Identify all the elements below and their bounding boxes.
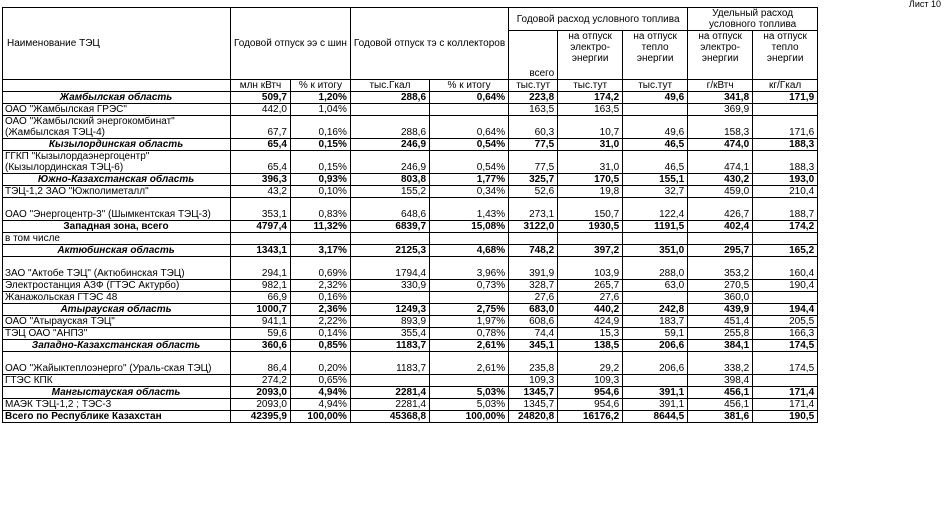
row-value: 430,2 bbox=[688, 174, 753, 186]
row-name: в том числе bbox=[3, 233, 231, 245]
row-value: 59,1 bbox=[623, 328, 688, 340]
row-value: 2093,0 bbox=[231, 399, 291, 411]
table-row bbox=[3, 340, 818, 352]
row-value: 31,0 bbox=[558, 139, 623, 151]
row-value: 2,22% bbox=[290, 316, 350, 328]
row-value bbox=[688, 233, 753, 245]
row-value: 456,1 bbox=[688, 399, 753, 411]
row-value: 1794,4 bbox=[350, 257, 429, 280]
row-value: 265,7 bbox=[558, 280, 623, 292]
row-value: 1249,3 bbox=[350, 304, 429, 316]
row-value: 360,6 bbox=[231, 340, 291, 352]
row-name: ГГКП "Кызылордаэнергоцентр" (Кызылординская ТЭЦ-6) bbox=[3, 151, 231, 174]
row-value: 31,0 bbox=[558, 151, 623, 174]
row-value: 982,1 bbox=[231, 280, 291, 292]
header-specific-heat: на отпуск тепло энергии bbox=[753, 31, 818, 80]
row-value: 0,15% bbox=[290, 139, 350, 151]
row-value: 353,2 bbox=[688, 257, 753, 280]
row-value: 0,64% bbox=[430, 116, 509, 139]
row-value bbox=[623, 292, 688, 304]
header-specific-electric: на отпуск электро-энергии bbox=[688, 31, 753, 80]
table-row bbox=[3, 304, 818, 316]
row-value bbox=[231, 233, 291, 245]
table-row bbox=[3, 139, 818, 151]
row-value: 0,14% bbox=[290, 328, 350, 340]
row-value: 288,6 bbox=[350, 92, 429, 104]
row-name: Электростанция АЗФ (ГТЭС Актурбо) bbox=[3, 280, 231, 292]
row-value: 398,4 bbox=[688, 375, 753, 387]
table-row bbox=[3, 221, 818, 233]
row-value bbox=[430, 104, 509, 116]
header-te-group: Годовой отпуск тэ с коллекторов bbox=[350, 8, 508, 80]
unit-specific-electric: г/кВтч bbox=[688, 80, 753, 92]
row-value: 2093,0 bbox=[231, 387, 291, 399]
row-name: Западная зона, всего bbox=[3, 221, 231, 233]
row-value: 0,69% bbox=[290, 257, 350, 280]
row-value: 0,15% bbox=[290, 151, 350, 174]
row-value bbox=[558, 233, 623, 245]
table-row bbox=[3, 198, 818, 221]
row-value: 1,04% bbox=[290, 104, 350, 116]
row-value: 2281,4 bbox=[350, 399, 429, 411]
row-value: 442,0 bbox=[231, 104, 291, 116]
row-value: 67,7 bbox=[231, 116, 291, 139]
row-value bbox=[290, 233, 350, 245]
table-row bbox=[3, 292, 818, 304]
header-fuel-total: всего bbox=[509, 31, 558, 80]
row-value: 3122,0 bbox=[509, 221, 558, 233]
row-value: 459,0 bbox=[688, 186, 753, 198]
row-value: 0,54% bbox=[430, 151, 509, 174]
row-name: Мангыстауская область bbox=[3, 387, 231, 399]
row-value: 2,32% bbox=[290, 280, 350, 292]
row-value: 29,2 bbox=[558, 352, 623, 375]
row-value: 0,16% bbox=[290, 116, 350, 139]
row-value bbox=[623, 104, 688, 116]
row-value: 353,1 bbox=[231, 198, 291, 221]
row-value bbox=[753, 375, 818, 387]
unit-fuel-heat: тыс.тут bbox=[623, 80, 688, 92]
row-value: 188,3 bbox=[753, 139, 818, 151]
row-value: 206,6 bbox=[623, 340, 688, 352]
row-value: 183,7 bbox=[623, 316, 688, 328]
row-value: 439,9 bbox=[688, 304, 753, 316]
row-value: 325,7 bbox=[509, 174, 558, 186]
row-value: 77,5 bbox=[509, 151, 558, 174]
row-value: 288,0 bbox=[623, 257, 688, 280]
row-name: Актюбинская область bbox=[3, 245, 231, 257]
row-value: 24820,8 bbox=[509, 411, 558, 423]
row-value: 954,6 bbox=[558, 399, 623, 411]
row-value: 2125,3 bbox=[350, 245, 429, 257]
row-value bbox=[430, 375, 509, 387]
row-name: МАЭК ТЭЦ-1,2 ; ТЭС-3 bbox=[3, 399, 231, 411]
row-value: 1930,5 bbox=[558, 221, 623, 233]
row-name: ЗАО "Актобе ТЭЦ" (Актюбинская ТЭЦ) bbox=[3, 257, 231, 280]
row-value: 0,34% bbox=[430, 186, 509, 198]
row-value: 3,17% bbox=[290, 245, 350, 257]
unit-ee-mln-kwh: млн кВтч bbox=[231, 80, 291, 92]
header-specific-group: Удельный расход условного топлива bbox=[688, 8, 818, 31]
table-row bbox=[3, 151, 818, 174]
table-row bbox=[3, 92, 818, 104]
row-value: 210,4 bbox=[753, 186, 818, 198]
row-name: ОАО "Атырауская ТЭЦ" bbox=[3, 316, 231, 328]
row-value: 683,0 bbox=[509, 304, 558, 316]
row-value: 384,1 bbox=[688, 340, 753, 352]
row-name: Жанажольская ГТЭС 48 bbox=[3, 292, 231, 304]
row-value: 206,6 bbox=[623, 352, 688, 375]
row-value: 190,4 bbox=[753, 280, 818, 292]
row-value: 0,10% bbox=[290, 186, 350, 198]
row-value: 1183,7 bbox=[350, 340, 429, 352]
header-fuel-electric: на отпуск электро-энергии bbox=[558, 31, 623, 80]
row-value: 274,2 bbox=[231, 375, 291, 387]
row-value: 3,96% bbox=[430, 257, 509, 280]
row-value: 893,9 bbox=[350, 316, 429, 328]
row-name: Атырауская область bbox=[3, 304, 231, 316]
row-value: 273,1 bbox=[509, 198, 558, 221]
table-row bbox=[3, 375, 818, 387]
row-value: 86,4 bbox=[231, 352, 291, 375]
row-value: 0,73% bbox=[430, 280, 509, 292]
row-value: 330,9 bbox=[350, 280, 429, 292]
row-value bbox=[350, 292, 429, 304]
row-value: 188,7 bbox=[753, 198, 818, 221]
row-value: 381,6 bbox=[688, 411, 753, 423]
table-row bbox=[3, 116, 818, 139]
row-value: 6839,7 bbox=[350, 221, 429, 233]
row-value: 1191,5 bbox=[623, 221, 688, 233]
table-body bbox=[3, 92, 818, 423]
row-value: 27,6 bbox=[558, 292, 623, 304]
row-value: 246,9 bbox=[350, 139, 429, 151]
row-value: 397,2 bbox=[558, 245, 623, 257]
row-value: 11,32% bbox=[290, 221, 350, 233]
row-value: 351,0 bbox=[623, 245, 688, 257]
row-value: 424,9 bbox=[558, 316, 623, 328]
row-value: 402,4 bbox=[688, 221, 753, 233]
row-value: 42395,9 bbox=[231, 411, 291, 423]
row-value: 171,9 bbox=[753, 92, 818, 104]
plants-fuel-table bbox=[2, 7, 818, 423]
row-value: 46,5 bbox=[623, 151, 688, 174]
row-value: 1,43% bbox=[430, 198, 509, 221]
table-row bbox=[3, 328, 818, 340]
row-value: 77,5 bbox=[509, 139, 558, 151]
row-value: 32,7 bbox=[623, 186, 688, 198]
row-value: 74,4 bbox=[509, 328, 558, 340]
row-value: 0,16% bbox=[290, 292, 350, 304]
row-value: 171,6 bbox=[753, 116, 818, 139]
row-value: 4,94% bbox=[290, 399, 350, 411]
row-value: 4,68% bbox=[430, 245, 509, 257]
row-value: 440,2 bbox=[558, 304, 623, 316]
row-value: 391,1 bbox=[623, 399, 688, 411]
row-value: 295,7 bbox=[688, 245, 753, 257]
row-value: 138,5 bbox=[558, 340, 623, 352]
row-value: 170,5 bbox=[558, 174, 623, 186]
row-value bbox=[350, 375, 429, 387]
row-value: 150,7 bbox=[558, 198, 623, 221]
row-value: 49,6 bbox=[623, 116, 688, 139]
row-value: 0,65% bbox=[290, 375, 350, 387]
row-value: 456,1 bbox=[688, 387, 753, 399]
unit-fuel-total: тыс.тут bbox=[509, 80, 558, 92]
row-value: 608,6 bbox=[509, 316, 558, 328]
row-value bbox=[430, 233, 509, 245]
row-value: 65,4 bbox=[231, 139, 291, 151]
row-value: 294,1 bbox=[231, 257, 291, 280]
row-value: 0,83% bbox=[290, 198, 350, 221]
row-value: 5,03% bbox=[430, 399, 509, 411]
row-value: 1000,7 bbox=[231, 304, 291, 316]
row-value: 1,20% bbox=[290, 92, 350, 104]
row-value bbox=[430, 292, 509, 304]
row-value bbox=[623, 375, 688, 387]
header-fuel-heat: на отпуск тепло энергии bbox=[623, 31, 688, 80]
row-value bbox=[753, 233, 818, 245]
row-value: 100,00% bbox=[290, 411, 350, 423]
row-value: 1,77% bbox=[430, 174, 509, 186]
header-plant-name: Наименование ТЭЦ bbox=[3, 8, 231, 80]
row-value: 246,9 bbox=[350, 151, 429, 174]
row-value: 328,7 bbox=[509, 280, 558, 292]
row-value: 193,0 bbox=[753, 174, 818, 186]
row-value: 188,3 bbox=[753, 151, 818, 174]
row-value: 43,2 bbox=[231, 186, 291, 198]
row-value: 171,4 bbox=[753, 399, 818, 411]
row-value: 270,5 bbox=[688, 280, 753, 292]
row-value: 155,1 bbox=[623, 174, 688, 186]
row-value: 0,93% bbox=[290, 174, 350, 186]
row-value: 205,5 bbox=[753, 316, 818, 328]
row-value: 360,0 bbox=[688, 292, 753, 304]
row-value: 174,5 bbox=[753, 340, 818, 352]
row-name: ТЭЦ ОАО "АНПЗ" bbox=[3, 328, 231, 340]
row-value: 174,2 bbox=[558, 92, 623, 104]
table-row bbox=[3, 104, 818, 116]
row-value: 163,5 bbox=[558, 104, 623, 116]
row-name: Всего по Республике Казахстан bbox=[3, 411, 231, 423]
row-value: 52,6 bbox=[509, 186, 558, 198]
row-value: 223,8 bbox=[509, 92, 558, 104]
row-value: 174,5 bbox=[753, 352, 818, 375]
row-value: 288,6 bbox=[350, 116, 429, 139]
row-value: 396,3 bbox=[231, 174, 291, 186]
row-value: 391,9 bbox=[509, 257, 558, 280]
row-value: 1343,1 bbox=[231, 245, 291, 257]
row-value: 255,8 bbox=[688, 328, 753, 340]
row-value: 2281,4 bbox=[350, 387, 429, 399]
row-value: 509,7 bbox=[231, 92, 291, 104]
row-value bbox=[753, 292, 818, 304]
row-value bbox=[350, 104, 429, 116]
row-name: ОАО "Жамбылская ГРЭС" bbox=[3, 104, 231, 116]
table-row bbox=[3, 257, 818, 280]
table-row bbox=[3, 186, 818, 198]
row-name: ОАО "Жайыктеплоэнерго" (Ураль-ская ТЭЦ) bbox=[3, 352, 231, 375]
header-ee-group: Годовой отпуск ээ с шин bbox=[231, 8, 351, 80]
row-value: 941,1 bbox=[231, 316, 291, 328]
row-value: 0,54% bbox=[430, 139, 509, 151]
table-row bbox=[3, 399, 818, 411]
row-value: 451,4 bbox=[688, 316, 753, 328]
row-value: 49,6 bbox=[623, 92, 688, 104]
row-value: 369,9 bbox=[688, 104, 753, 116]
row-value: 4797,4 bbox=[231, 221, 291, 233]
row-value: 2,61% bbox=[430, 352, 509, 375]
row-value: 103,9 bbox=[558, 257, 623, 280]
row-value: 2,75% bbox=[430, 304, 509, 316]
row-value: 65,4 bbox=[231, 151, 291, 174]
row-value: 100,00% bbox=[430, 411, 509, 423]
row-value: 1,97% bbox=[430, 316, 509, 328]
row-value: 338,2 bbox=[688, 352, 753, 375]
unit-te-gcal: тыс.Гкал bbox=[350, 80, 429, 92]
table-row bbox=[3, 233, 818, 245]
units-spacer bbox=[3, 80, 231, 92]
row-value: 0,64% bbox=[430, 92, 509, 104]
row-value: 648,6 bbox=[350, 198, 429, 221]
row-value: 194,4 bbox=[753, 304, 818, 316]
row-value: 171,4 bbox=[753, 387, 818, 399]
row-value: 4,94% bbox=[290, 387, 350, 399]
row-value: 391,1 bbox=[623, 387, 688, 399]
row-value bbox=[350, 233, 429, 245]
row-value: 1345,7 bbox=[509, 387, 558, 399]
unit-ee-pct: % к итогу bbox=[290, 80, 350, 92]
table-row bbox=[3, 245, 818, 257]
row-name: Кызылординская область bbox=[3, 139, 231, 151]
table-row bbox=[3, 174, 818, 186]
row-value: 426,7 bbox=[688, 198, 753, 221]
row-value: 474,0 bbox=[688, 139, 753, 151]
table-row bbox=[3, 280, 818, 292]
row-value: 10,7 bbox=[558, 116, 623, 139]
row-value: 63,0 bbox=[623, 280, 688, 292]
unit-te-pct: % к итогу bbox=[430, 80, 509, 92]
row-name: ТЭЦ-1,2 ЗАО "Южполиметалл" bbox=[3, 186, 231, 198]
row-value bbox=[509, 233, 558, 245]
row-value: 19,8 bbox=[558, 186, 623, 198]
row-value: 2,61% bbox=[430, 340, 509, 352]
row-value: 15,3 bbox=[558, 328, 623, 340]
row-value: 345,1 bbox=[509, 340, 558, 352]
row-value: 0,85% bbox=[290, 340, 350, 352]
row-name: ОАО "Жамбылский энергокомбинат" (Жамбылская ТЭЦ-4) bbox=[3, 116, 231, 139]
row-value: 355,4 bbox=[350, 328, 429, 340]
row-value: 748,2 bbox=[509, 245, 558, 257]
row-value: 474,1 bbox=[688, 151, 753, 174]
row-value: 60,3 bbox=[509, 116, 558, 139]
row-value: 190,5 bbox=[753, 411, 818, 423]
row-value: 163,5 bbox=[509, 104, 558, 116]
row-value: 16176,2 bbox=[558, 411, 623, 423]
unit-fuel-electric: тыс.тут bbox=[558, 80, 623, 92]
row-name: Южно-Казахстанская область bbox=[3, 174, 231, 186]
row-value: 122,4 bbox=[623, 198, 688, 221]
row-value: 0,20% bbox=[290, 352, 350, 375]
row-name: ГТЭС КПК bbox=[3, 375, 231, 387]
row-value: 27,6 bbox=[509, 292, 558, 304]
row-value: 954,6 bbox=[558, 387, 623, 399]
row-value: 46,5 bbox=[623, 139, 688, 151]
row-value: 341,8 bbox=[688, 92, 753, 104]
row-value: 5,03% bbox=[430, 387, 509, 399]
row-value: 2,36% bbox=[290, 304, 350, 316]
row-value: 8644,5 bbox=[623, 411, 688, 423]
row-value bbox=[623, 233, 688, 245]
row-value: 59,6 bbox=[231, 328, 291, 340]
row-name: Жамбылская область bbox=[3, 92, 231, 104]
row-value: 235,8 bbox=[509, 352, 558, 375]
row-value: 45368,8 bbox=[350, 411, 429, 423]
row-value: 15,08% bbox=[430, 221, 509, 233]
row-value: 109,3 bbox=[558, 375, 623, 387]
row-value: 1345,7 bbox=[509, 399, 558, 411]
row-value: 109,3 bbox=[509, 375, 558, 387]
row-value: 166,3 bbox=[753, 328, 818, 340]
table-row bbox=[3, 411, 818, 423]
row-value: 160,4 bbox=[753, 257, 818, 280]
row-value bbox=[753, 104, 818, 116]
row-value: 0,78% bbox=[430, 328, 509, 340]
row-name: Западно-Казахстанская область bbox=[3, 340, 231, 352]
row-value: 165,2 bbox=[753, 245, 818, 257]
row-value: 1183,7 bbox=[350, 352, 429, 375]
row-value: 66,9 bbox=[231, 292, 291, 304]
row-value: 158,3 bbox=[688, 116, 753, 139]
row-value: 242,8 bbox=[623, 304, 688, 316]
row-name: ОАО "Энергоцентр-3" (Шымкентская ТЭЦ-3) bbox=[3, 198, 231, 221]
header-fuel-group: Годовой расход условного топлива bbox=[509, 8, 688, 31]
row-value: 155,2 bbox=[350, 186, 429, 198]
unit-specific-heat: кг/Гкал bbox=[753, 80, 818, 92]
table-row bbox=[3, 352, 818, 375]
row-value: 803,8 bbox=[350, 174, 429, 186]
table-row bbox=[3, 387, 818, 399]
row-value: 174,2 bbox=[753, 221, 818, 233]
sheet-label: Лист 10 bbox=[908, 0, 941, 9]
table-row bbox=[3, 316, 818, 328]
